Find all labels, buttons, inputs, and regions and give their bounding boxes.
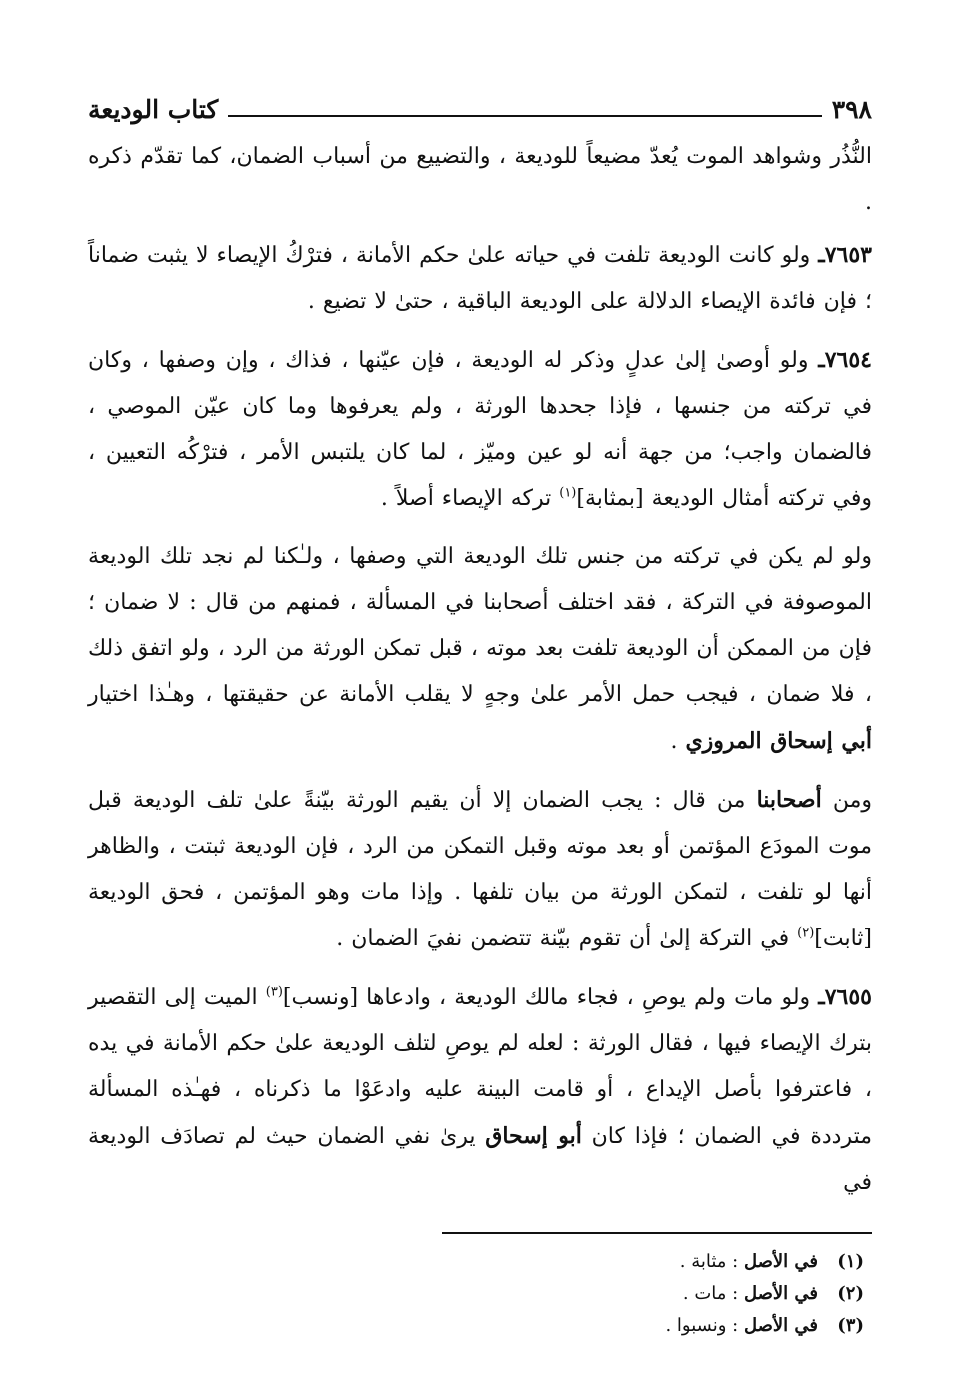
paragraph-text: ولو مات ولم يوصِ ، فجاء مالك الوديعة ، وادعاها [ونسب]	[282, 985, 819, 1010]
paragraph-text: ومن	[821, 788, 872, 813]
book-page	[88, 86, 872, 1342]
footnote-mark: (٣)	[837, 1315, 864, 1336]
issue-number: ٧٦٥٥ـ	[818, 984, 872, 1010]
paragraph-text: في التركة إلىٰ أن تقوم بيّنة تتضمن نفيَ الضمان .	[336, 926, 798, 951]
page-body	[88, 134, 872, 1206]
footnote-text: : مات .	[682, 1283, 744, 1304]
paragraph-7655	[88, 974, 872, 1206]
footnote-mark: (١)	[837, 1251, 864, 1272]
footnote-separator	[442, 1232, 872, 1234]
paragraph-text: الميت إلى التقصير بترك الإيصاء فيها ، فقال الورثة : لعله لم يوصِ لتلف الوديعة علىٰ حكم الأمانة في يده ، فاعترفوا بأصل الإيداع ، أو قامت البينة عليه وادعَوْا ما ذكرناه ، فهـٰذه المسألة مترددة في الضمان ؛ فإذا كان	[88, 985, 873, 1149]
footnote-text: : ونسبوا .	[665, 1315, 744, 1336]
scholar-name: أبو إسحاق	[485, 1123, 582, 1149]
paragraph-text: ولو لم يكن في تركته من جنس تلك الوديعة التي وصفها ، ولـٰكنا لم نجد تلك الوديعة الموصوفة في التركة ، فقد اختلف أصحابنا في المسألة ، فمنهم من قال : لا ضمان ؛ فإن من الممكن أن الوديعة تلفت بعد موته ، قبل تمكن الورثة من الرد ، ولو اتفق ذلك ، فلا ضمان ، فيجب حمل الأمر علىٰ وجهٍ لا يقلب الأمانة عن حقيقتها ، وهـٰذا اختيار	[88, 544, 872, 707]
paragraph-7654	[88, 337, 872, 522]
paragraph-text: ولو أوصىٰ إلىٰ عدلٍ وذكر له الوديعة ، فإن عيّنها ، فذاك ، وإن وصفها ، وكان في تركته من جنسها ، فإذا جحدها الورثة ، ولم يعرفوها وما كان عيّن الموصي ، فالضمان واجب؛ من جهة أنه لو عين وميّز ، لما كان يلتبس الأمر ، فترْكُه التعيين ، وفي تركته أمثال الوديعة [بمثابة]	[88, 348, 872, 511]
paragraph-disagreement	[88, 534, 872, 765]
footnote-ref: (٢)	[797, 925, 815, 941]
paragraph-text: يرىٰ نفي الضمان حيث لم تصادَف الوديعة في	[88, 1124, 872, 1195]
footnotes	[88, 1246, 872, 1342]
running-header	[88, 86, 872, 124]
paragraph-text: ولو كانت الوديعة تلفت في حياته علىٰ حكم الأمانة ، فترْكُ الإيصاء لا يثبت ضماناً ؛ فإن فائدة الإيصاء الدلالة على الوديعة الباقية ، حتىٰ لا تضيع .	[88, 243, 872, 314]
footnote-ref: (٣)	[265, 984, 283, 1000]
footnote-label: في الأصل	[743, 1315, 818, 1336]
footnote-item	[88, 1246, 864, 1278]
book-title: كتاب الوديعة	[88, 95, 219, 124]
footnote-item	[88, 1310, 864, 1342]
header-rule	[228, 115, 821, 117]
paragraph-text: .	[670, 729, 686, 754]
paragraph-text: من قال : يجب الضمان إلا أن يقيم الورثة بيّنةً علىٰ تلف الوديعة قبل موت المودَع المؤتمن أو بعد موته وقبل التمكن من الرد ، فإن الوديعة ثبتت ، والظاهر أنها لو تلفت ، لتمكن الورثة من بيان تلفها . وإذا مات وهو المؤتمن ، فحق الوديعة [ثابت]	[88, 788, 872, 951]
paragraph-text: النُّذُر وشواهد الموت يُعدّ مضيعاً للوديعة ، والتضييع من أسباب الضمان، كما تقدّم ذكره .	[88, 144, 872, 215]
footnote-label: في الأصل	[743, 1283, 818, 1304]
footnote-item	[88, 1278, 864, 1310]
paragraph-continued	[88, 134, 872, 226]
page-number: ٣٩٨	[831, 95, 872, 124]
bold-term: أصحابنا	[756, 787, 822, 813]
scholar-name: أبي إسحاق المروزي	[685, 728, 872, 754]
issue-number: ٧٦٥٤ـ	[818, 347, 872, 373]
paragraph-text: تركه الإيصاء أصلاً .	[380, 486, 560, 511]
paragraph-7653	[88, 232, 872, 325]
footnote-label: في الأصل	[743, 1251, 818, 1272]
footnote-mark: (٢)	[837, 1283, 864, 1304]
footnote-text: : مثابة .	[679, 1251, 744, 1272]
issue-number: ٧٦٥٣ـ	[818, 242, 872, 268]
paragraph-second-view	[88, 777, 872, 962]
footnote-ref: (١)	[559, 485, 577, 501]
